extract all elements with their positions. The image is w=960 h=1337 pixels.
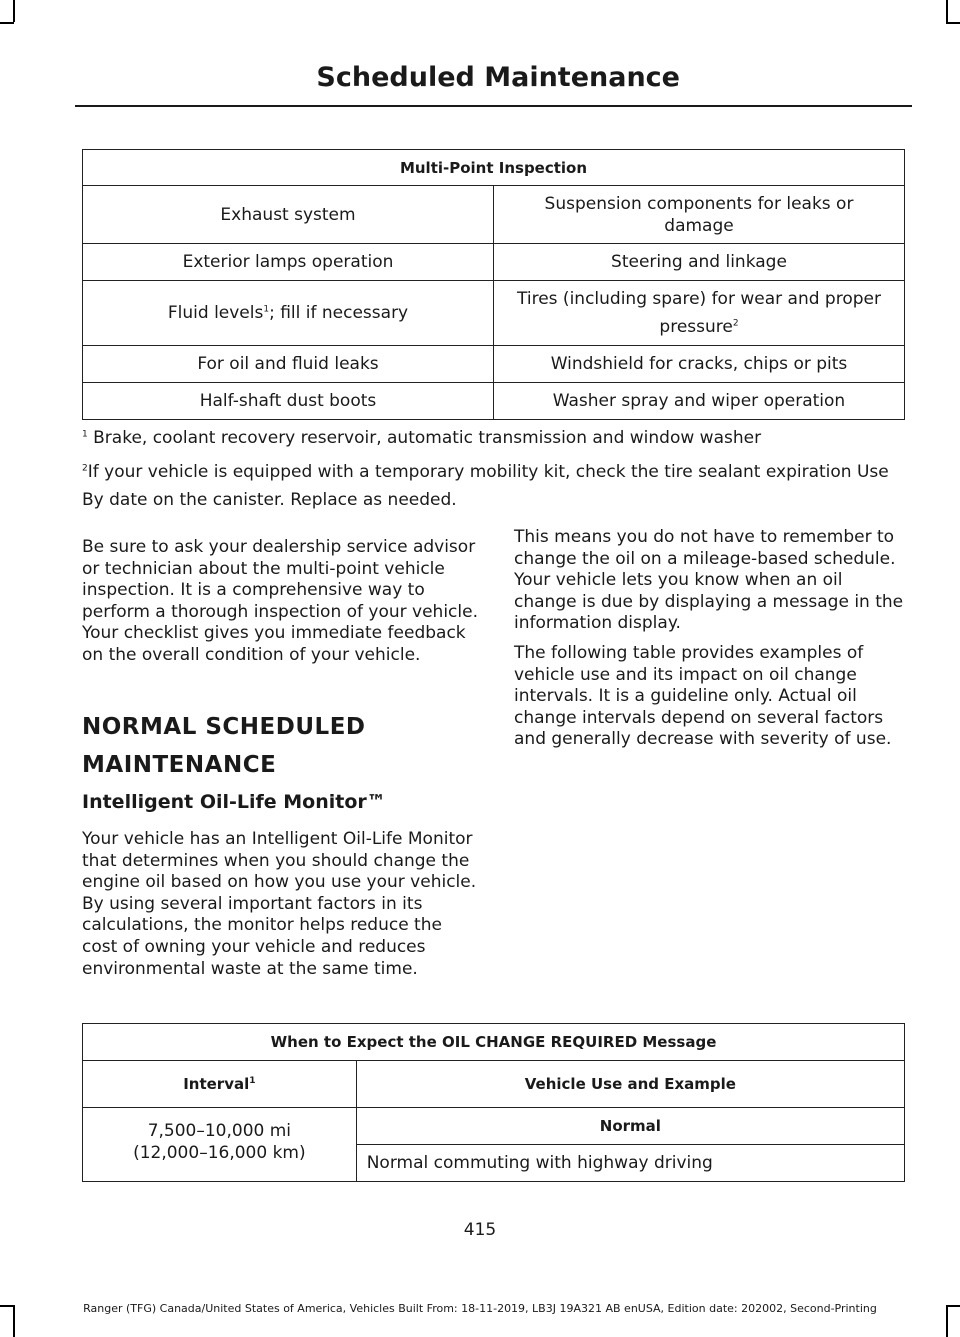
footnote-1 [82,424,910,452]
oil-change-table [82,1023,905,1182]
footnote-text: Brake, coolant recovery reservoir, automatic transmission and window washer [87,428,762,448]
paragraph-text: Be sure to ask your dealership service advisor or technician about the multi-point vehicle inspection. It is a comprehensive way to perform a thorough inspection of your vehicle. Your checklist gives you immediate feedback on the overall condition of your vehicle. [82,537,478,665]
use-category: Normal [356,1108,904,1145]
interval-km: (12,000–16,000 km) [133,1143,306,1163]
use-example: Normal commuting with highway driving [356,1145,904,1182]
footnote-marker: 1 [82,429,88,440]
intro-paragraph [82,537,478,667]
footnote-ref: 1 [249,1076,256,1086]
paragraph-text: This means you do not have to remember to change the oil on a mileage-based schedule. Your vehicle lets you know when an oil change is due by displaying a message in the information display. [514,527,904,634]
table-cell: Exhaust system [83,186,494,244]
header-text: Interval [183,1075,250,1093]
table-cell: Half-shaft dust boots [83,383,494,420]
crop-mark [946,22,960,24]
crop-mark [13,0,15,22]
interval-cell [83,1108,357,1182]
subsection-heading: Intelligent Oil-Life Monitor™ [82,791,386,813]
header-divider [75,105,912,107]
table-cell: Suspension components for leaks or damage [494,186,905,244]
table-cell: For oil and fluid leaks [83,346,494,383]
table-cell: Washer spray and wiper operation [494,383,905,420]
cell-text: Tires (including spare) for wear and proper pressure [517,289,881,337]
table-cell: Windshield for cracks, chips or pits [494,346,905,383]
table-title: When to Expect the OIL CHANGE REQUIRED Message [83,1024,905,1061]
section-heading [82,712,482,781]
paragraph-text: Your vehicle has an Intelligent Oil-Life Monitor that determines when you should change the engine oil based on how you use your vehicle. By using several important factors in its calculations, the monitor helps reduce the cost of owning your vehicle and reduces environmental waste at the same time. [82,829,477,979]
cell-text: Fluid levels [167,303,264,323]
column-header-interval [83,1061,357,1108]
page-title: Scheduled Maintenance [316,62,680,93]
footnote-text: If your vehicle is equipped with a temporary mobility kit, check the tire sealant expiration Use By date on the canister. Replace as needed. [82,462,889,510]
multi-point-inspection-table [82,149,905,420]
crop-mark [946,0,948,22]
crop-mark [0,22,14,24]
footnote-ref: 2 [732,318,739,329]
table-cell: Exterior lamps operation [83,244,494,281]
table-title: Multi-Point Inspection [83,150,905,186]
paragraph-text: The following table provides examples of vehicle use and its impact on oil change intervals. It is a guideline only. Actual oil change intervals depend on several factors and generally decrease with severity of use. [514,643,892,750]
table-cell: Steering and linkage [494,244,905,281]
table-cell [494,281,905,346]
footnote-marker: 2 [82,463,88,474]
footnote-2 [82,458,910,514]
page-number: 415 [463,1220,497,1240]
table-cell [83,281,494,346]
right-paragraph-2 [514,643,910,751]
body-paragraph [82,829,478,980]
cell-text: ; fill if necessary [269,303,409,323]
footnote-ref: 1 [263,304,270,315]
right-paragraph-1 [514,527,910,635]
footer-text: Ranger (TFG) Canada/United States of America, Vehicles Built From: 18-11-2019, LB3J 19A321 AB enUSA, Edition date: 202002, Second-Printing [83,1302,877,1315]
heading-line: NORMAL SCHEDULED [82,714,366,740]
heading-line: MAINTENANCE [82,752,277,778]
column-header-vehicle-use: Vehicle Use and Example [356,1061,904,1108]
interval-miles: 7,500–10,000 mi [147,1121,292,1141]
